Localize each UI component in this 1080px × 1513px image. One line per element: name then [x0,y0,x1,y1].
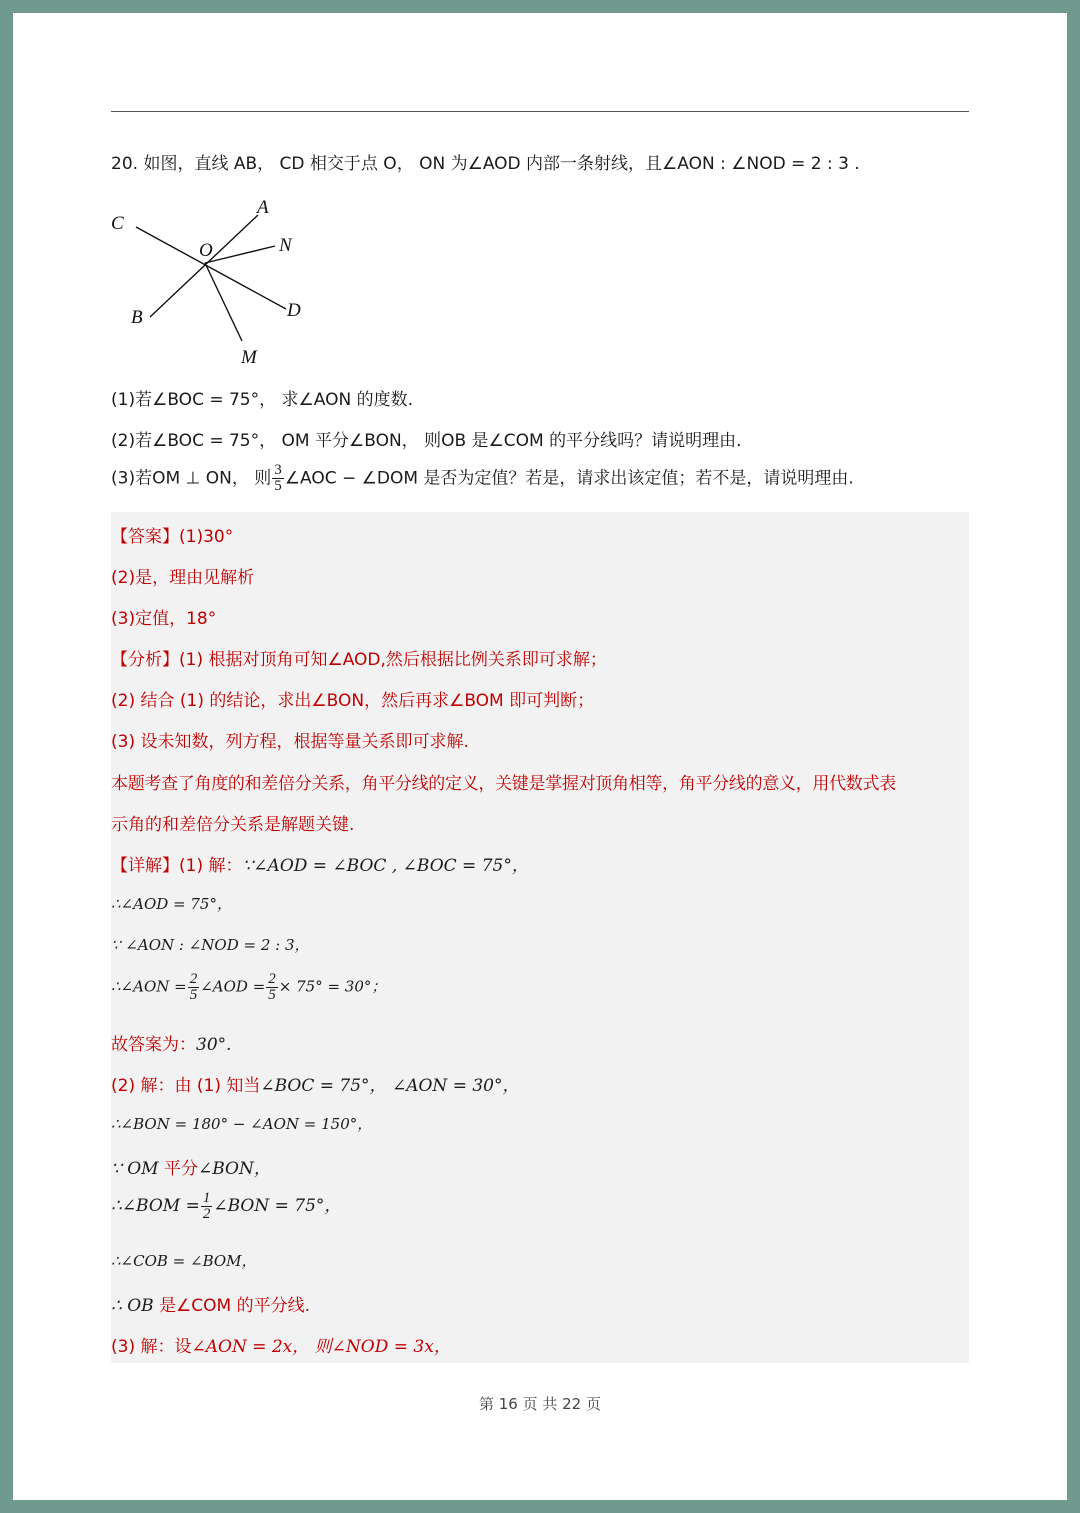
detail-line-4 [111,972,386,1003]
page-footer: 第 16 页 共 22 页 [478,1395,601,1413]
summary-line-1: 本题考查了角度的和差倍分关系，角平分线的定义，关键是掌握对顶角相等，角平分线的意义，用代数式表 [111,774,896,794]
detail-9-b: ∠BON = 75°， [213,1196,342,1216]
label-d: D [287,300,301,321]
detail-line-2: ∴∠AOD = 75°， [111,895,232,913]
detail-line-10: ∴∠COB = ∠BOM， [111,1252,257,1270]
detail-9-a: ∴∠BOM = [111,1196,200,1216]
analysis-line-1: 【分析】(1) 根据对顶角可知∠AOD,然后根据比例关系即可求解； [111,650,607,670]
detail-4-frac-2 [266,972,278,1003]
detail-4-frac-1 [188,972,200,1003]
detail-line-9 [111,1191,341,1222]
answer-label: 故答案为： [111,1035,196,1055]
part3-label: (3) 解：设 [111,1337,192,1357]
detail-line-3: ∵ ∠AON : ∠NOD = 2 : 3， [111,936,310,954]
frac2-den: 5 [268,987,276,1003]
answer-line-2: (2)是，理由见解析 [111,568,255,588]
label-o: O [199,240,213,261]
analysis-line-2: (2) 结合 (1) 的结论，求出∠BON，然后再求∠BOM 即可判断； [111,691,595,711]
label-b: B [131,307,143,328]
question-part3 [111,463,854,494]
question-part1: (1)若∠BOC = 75°， 求∠AON 的度数. [111,390,413,410]
part3-math: ∠AON = 2x， 则∠NOD = 3x， [191,1337,451,1357]
geometry-figure [105,189,325,369]
part3-suffix: ∠AOC − ∠DOM 是否为定值？若是，请求出该定值；若不是，请说明理由. [284,468,854,489]
detail-label: 【详解】(1) 解： [111,856,243,876]
frac2-num: 2 [268,971,276,987]
label-n: N [279,235,292,256]
part3-numerator: 3 [274,462,282,478]
detail-8-b: 平分 [163,1159,198,1179]
line-ab [150,215,258,317]
frac3-den: 2 [202,1206,211,1222]
part3-prefix: (3)若OM ⊥ ON， 则 [111,468,272,489]
detail-11-b: 是∠COM 的平分线. [159,1296,311,1316]
answer-panel [111,512,969,1363]
detail-9-frac [201,1191,213,1222]
detail-line-6 [111,1071,519,1096]
document-page [13,13,1067,1500]
detail-11-a: ∴ OB [111,1296,154,1316]
part2-label: (2) 解：由 (1) 知当 [111,1076,261,1096]
detail-4-c: × 75° = 30°； [278,977,387,996]
answer-line-3: (3)定值，18° [111,609,217,629]
detail-line-1 [111,851,529,876]
label-m: M [241,347,257,368]
label-c: C [111,213,124,234]
analysis-line-3: (3) 设未知数，列方程，根据等量关系即可求解. [111,732,469,752]
frac1-num: 2 [189,971,198,987]
part2-math: ∠BOC = 75°， ∠AON = 30°， [260,1076,520,1096]
summary-line-2: 示角的和差倍分关系是解题关键. [111,815,355,835]
detail-line-7: ∴∠BON = 180° − ∠AON = 150°， [111,1115,373,1133]
detail-8-a: ∵ OM [111,1159,159,1179]
detail-4-a: ∴∠AON = [111,977,187,996]
answer-line-1: 【答案】(1)30° [111,527,234,547]
detail-math-1: ∵∠AOD = ∠BOC , ∠BOC = 75°， [242,856,529,876]
question-intro: 20. 如图，直线 AB， CD 相交于点 O， ON 为∠AOD 内部一条射线，且∠AON : ∠NOD = 2 : 3 . [111,154,860,174]
frac1-den: 5 [189,987,198,1003]
detail-line-8 [111,1154,271,1179]
detail-line-12 [111,1332,451,1357]
question-part2: (2)若∠BOC = 75°， OM 平分∠BON， 则OB 是∠COM 的平分线吗？请说明理由. [111,431,742,451]
frac3-num: 1 [202,1190,211,1206]
header-rule [111,111,969,112]
detail-line-11 [111,1291,310,1316]
part3-denominator: 5 [274,478,282,494]
detail-8-c: ∠BON， [197,1159,271,1179]
answer-math: 30°. [196,1035,232,1055]
part3-fraction [272,463,284,494]
label-a: A [257,197,269,218]
detail-4-b: ∠AOD = [200,977,266,996]
detail-line-5 [111,1030,232,1055]
